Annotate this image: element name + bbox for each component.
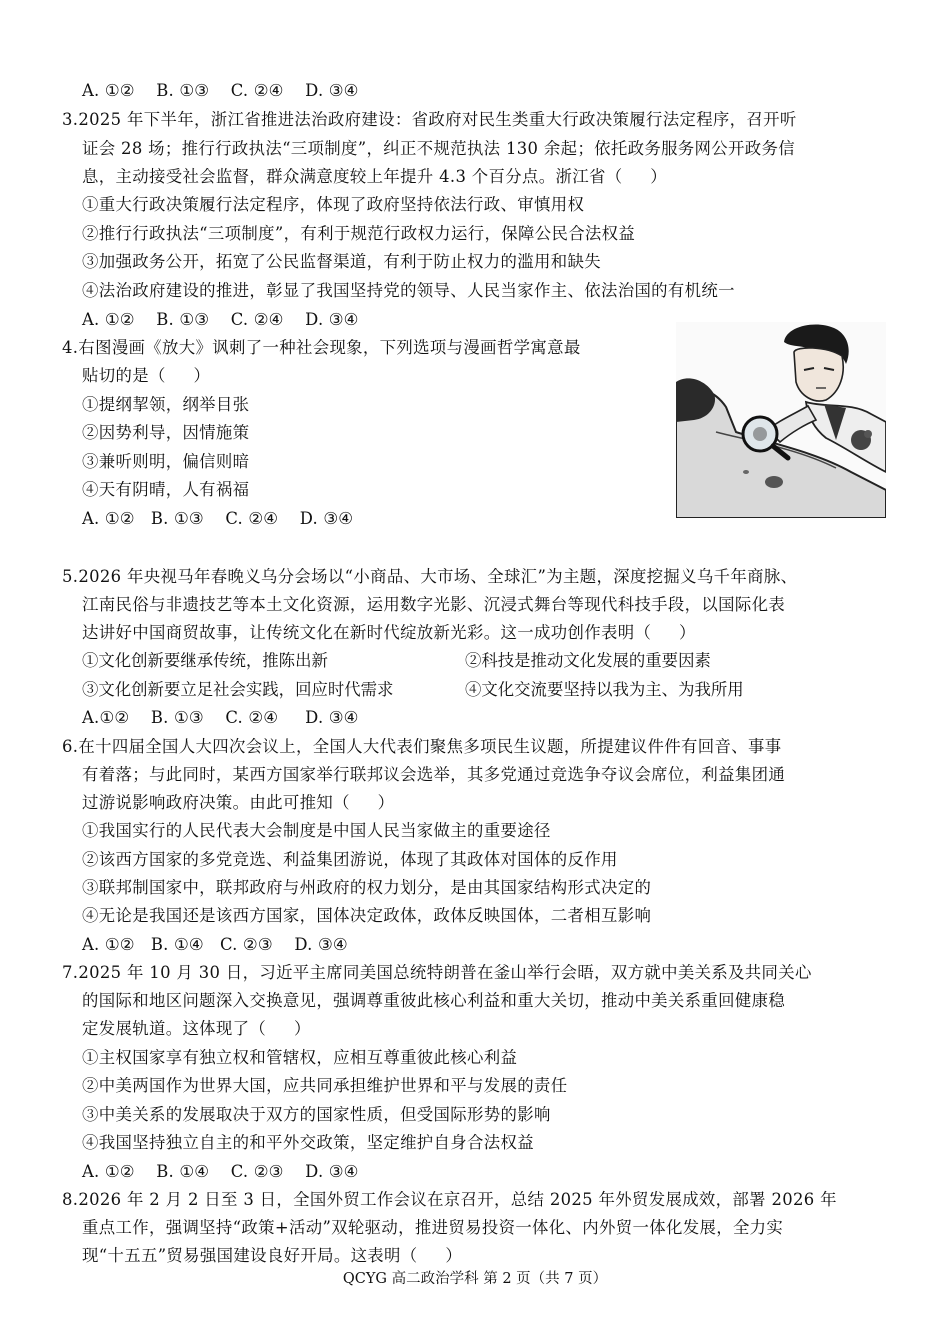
q4-item-3: ③兼听则明，偏信则暗 <box>82 452 250 471</box>
q4-item-2: ②因势利导，因情施策 <box>82 423 250 442</box>
q3-item-1: ①重大行政决策履行法定程序，体现了政府坚持依法行政、审慎用权 <box>82 195 585 214</box>
q5-stem-line-3: 达讲好中国商贸故事，让传统文化在新时代绽放新光彩。这一成功创作表明（ ） <box>82 623 696 642</box>
q5-stem-line-2: 江南民俗与非遗技艺等本土文化资源，运用数字光影、沉浸式舞台等现代科技手段，以国际化表 <box>82 595 786 614</box>
q3-item-4: ④法治政府建设的推进，彰显了我国坚持党的领导、人民当家作主、依法治国的有机统一 <box>82 281 735 300</box>
q6-item-3: ③联邦制国家中，联邦政府与州政府的权力划分，是由其国家结构形式决定的 <box>82 878 652 897</box>
page-footer: QCYG 高二政治学科 第 2 页（共 7 页） <box>342 1271 608 1287</box>
q7-stem-line-3: 定发展轨道。这体现了（ ） <box>82 1019 311 1038</box>
q5-stem-line-1: 5.2026 年央视马年春晚义乌分会场以“小商品、大市场、全球汇”为主题，深度挖掘义乌千年商脉、 <box>62 567 798 586</box>
q6-stem-line-3: 过游说影响政府决策。由此可推知（ ） <box>82 793 395 812</box>
q7-item-2: ②中美两国作为世界大国，应共同承担维护世界和平与发展的责任 <box>82 1076 568 1095</box>
q2-options: A. ①② B. ①③ C. ②④ D. ③④ <box>82 81 359 100</box>
q8-stem-line-1: 8.2026 年 2 月 2 日至 3 日，全国外贸工作会议在京召开，总结 2025 年外贸发展成效，部署 2026 年 <box>62 1190 837 1209</box>
q3-item-2: ②推行行政执法“三项制度”，有利于规范行政权力运行，保障公民合法权益 <box>82 224 636 243</box>
q5-item-4: ④文化交流要坚持以我为主、为我所用 <box>465 680 744 699</box>
q6-stem-line-1: 6.在十四届全国人大四次会议上，全国人大代表们聚焦多项民生议题，所提建议件件有回音、事事 <box>62 737 782 756</box>
q3-stem-line-1: 3.2025 年下半年，浙江省推进法治政府建设：省政府对民生类重大行政决策履行法定程序，召开听 <box>62 110 797 129</box>
q6-item-1: ①我国实行的人民代表大会制度是中国人民当家做主的重要途径 <box>82 821 551 840</box>
q7-options: A. ①② B. ①④ C. ②③ D. ③④ <box>82 1162 359 1181</box>
q8-stem-line-2: 重点工作，强调坚持“政策+活动”双轮驱动，推进贸易投资一体化、内外贸一体化发展，全力实 <box>82 1218 784 1237</box>
q7-stem-line-1: 7.2025 年 10 月 30 日，习近平主席同美国总统特朗普在釜山举行会晤，双方就中美关系及共同关心 <box>62 963 812 982</box>
cartoon-magnifier-illustration <box>676 322 886 518</box>
q6-item-4: ④无论是我国还是该西方国家，国体决定政体，政体反映国体，二者相互影响 <box>82 906 652 925</box>
q7-item-3: ③中美关系的发展取决于双方的国家性质，但受国际形势的影响 <box>82 1105 551 1124</box>
q7-stem-line-2: 的国际和地区问题深入交换意见，强调尊重彼此核心利益和重大关切，推动中美关系重回健康稳 <box>82 991 786 1010</box>
q7-item-1: ①主权国家享有独立权和管辖权，应相互尊重彼此核心利益 <box>82 1048 518 1067</box>
q4-stem-line-2: 贴切的是（ ） <box>82 366 211 385</box>
q5-item-3: ③文化创新要立足社会实践，回应时代需求 <box>82 680 394 699</box>
q6-stem-line-2: 有着落；与此同时，某西方国家举行联邦议会选举，其多党通过竞选争夺议会席位，利益集团通 <box>82 765 786 784</box>
q3-options: A. ①② B. ①③ C. ②④ D. ③④ <box>82 310 359 329</box>
q6-options: A. ①② B. ①④ C. ②③ D. ③④ <box>82 935 348 954</box>
q4-item-1: ①提纲挈领，纲举目张 <box>82 395 250 414</box>
q5-item-2: ②科技是推动文化发展的重要因素 <box>465 651 711 670</box>
q6-item-2: ②该西方国家的多党竞选、利益集团游说，体现了其政体对国体的反作用 <box>82 850 618 869</box>
q5-options: A.①② B. ①③ C. ②④ D. ③④ <box>82 708 359 727</box>
q3-stem-line-2: 证会 28 场；推行行政执法“三项制度”，纠正不规范执法 130 余起；依托政务服务网公开政务信 <box>82 139 795 158</box>
q3-stem-line-3: 息，主动接受社会监督，群众满意度较上年提升 4.3 个百分点。浙江省（ ） <box>82 167 667 186</box>
q8-stem-line-3: 现“十五五”贸易强国建设良好开局。这表明（ ） <box>82 1246 463 1265</box>
q4-item-4: ④天有阴晴，人有祸福 <box>82 480 250 499</box>
q5-item-1: ①文化创新要继承传统，推陈出新 <box>82 651 328 670</box>
q4-stem-line-1: 4.右图漫画《放大》讽刺了一种社会现象，下列选项与漫画哲学寓意最 <box>62 338 581 357</box>
cartoon-drawing <box>676 322 886 518</box>
q3-item-3: ③加强政务公开，拓宽了公民监督渠道，有利于防止权力的滥用和缺失 <box>82 252 601 271</box>
q7-item-4: ④我国坚持独立自主的和平外交政策，坚定维护自身合法权益 <box>82 1133 534 1152</box>
q4-options: A. ①② B. ①③ C. ②④ D. ③④ <box>82 509 354 528</box>
